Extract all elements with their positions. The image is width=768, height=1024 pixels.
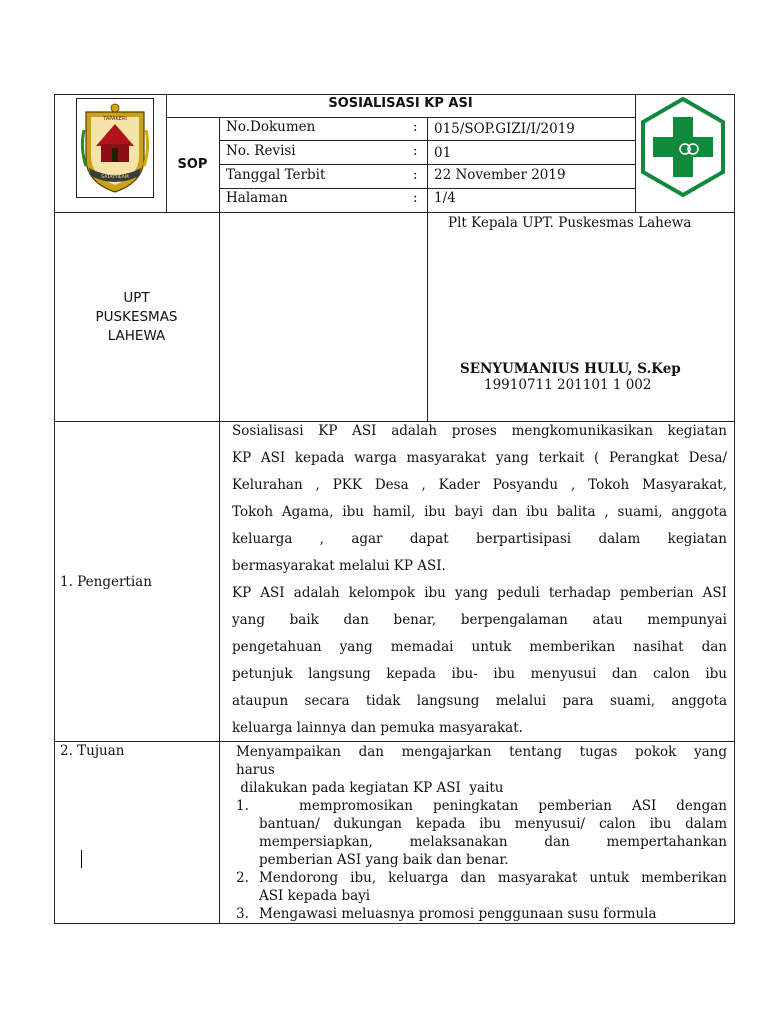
signatory-nip: 19910711 201101 1 002 xyxy=(484,377,652,393)
tujuan-list xyxy=(236,797,727,923)
pengertian-line: petunjuk langsung kepada ibu- ibu menyusui dan calon ibu xyxy=(232,666,727,682)
pengertian-line: ataupun secara tidak langsung melalui para suami, anggota xyxy=(232,693,727,709)
list-item-line: mempersiapkan, melaksanakan dan mempertahankan xyxy=(259,834,727,850)
pengertian-line: keluarga , agar dapat berpartisipasi dalam kegiatan xyxy=(232,531,727,547)
list-item-number: 2. xyxy=(236,870,249,886)
list-item xyxy=(236,797,727,869)
list-item-number: 1. xyxy=(236,798,249,814)
tujuan-intro-line: dilakukan pada kegiatan KP ASI yaitu xyxy=(236,780,504,796)
field-sep-no-revisi: : xyxy=(413,143,418,159)
field-label-no-dokumen: No.Dokumen xyxy=(226,119,316,135)
puskesmas-logo xyxy=(640,97,726,197)
pengertian-line: Tokoh Agama, ibu hamil, ibu bayi dan ibu balita , suami, anggota xyxy=(232,504,727,520)
pengertian-line: KP ASI kepada warga masyarakat yang terkait ( Perangkat Desa/ xyxy=(232,450,727,466)
field-sep-tanggal-terbit: : xyxy=(413,167,418,183)
value-column-divider xyxy=(427,117,428,422)
tujuan-intro-line: harus xyxy=(236,762,275,778)
org-name-line1: UPT xyxy=(123,290,150,306)
field-value-halaman: 1/4 xyxy=(434,190,456,206)
tujuan-intro-line: Menyampaikan dan mengajarkan tentang tugas pokok yang xyxy=(236,744,727,760)
pengertian-line: bermasyarakat melalui KP ASI. xyxy=(232,558,446,574)
list-item xyxy=(236,869,727,905)
svg-text:SATAYYIEAM: SATAYYIEAM xyxy=(101,175,129,180)
signing-authority: Plt Kepala UPT. Puskesmas Lahewa xyxy=(448,215,692,231)
list-item-line: Mendorong ibu, keluarga dan masyarakat untuk memberikan xyxy=(259,870,727,886)
regency-crest-logo xyxy=(76,98,154,198)
pengertian-line: yang baik dan benar, berpengalaman atau mempunyai xyxy=(232,612,727,628)
list-item-line: pemberian ASI yang baik dan benar. xyxy=(259,852,509,868)
section-label-pengertian: 1. Pengertian xyxy=(60,574,152,590)
list-item-line: Mengawasi meluasnya promosi penggunaan susu formula xyxy=(259,906,657,922)
svg-text:TAPAKERI: TAPAKERI xyxy=(103,116,127,122)
field-value-no-dokumen: 015/SOP.GIZI/I/2019 xyxy=(434,121,575,137)
sop-label: SOP xyxy=(177,157,208,172)
list-item-line: ASI kepada bayi xyxy=(259,888,371,904)
section-label-tujuan: 2. Tujuan xyxy=(60,743,125,759)
main-column-divider xyxy=(219,117,220,924)
pengertian-body xyxy=(232,418,727,742)
header-bottom-border xyxy=(54,212,735,213)
field-value-tanggal-terbit: 22 November 2019 xyxy=(434,167,566,183)
pengertian-line: Sosialisasi KP ASI adalah proses mengkomunikasikan kegiatan xyxy=(232,423,727,439)
field-value-no-revisi: 01 xyxy=(434,145,452,161)
field-label-halaman: Halaman xyxy=(226,190,288,206)
document-title: SOSIALISASI KP ASI xyxy=(328,96,473,111)
pengertian-line: pengetahuan yang memadai untuk memberikan nasihat dan xyxy=(232,639,727,655)
pengertian-line: keluarga lainnya dan pemuka masyarakat. xyxy=(232,720,523,736)
signatory-name: SENYUMANIUS HULU, S.Kep xyxy=(460,361,681,377)
field-sep-halaman: : xyxy=(413,190,418,206)
crest-icon xyxy=(76,98,154,198)
field-label-no-revisi: No. Revisi xyxy=(226,143,296,159)
field-sep-no-dokumen: : xyxy=(413,119,418,135)
table-border-bottom xyxy=(54,923,735,924)
list-item-number: 3. xyxy=(236,906,249,922)
puskesmas-cross-icon xyxy=(640,97,726,197)
table-border-right xyxy=(734,94,735,924)
title-row-divider xyxy=(166,117,635,118)
org-name-line2: PUSKESMAS xyxy=(95,309,178,325)
pengertian-line: KP ASI adalah kelompok ibu yang peduli terhadap pemberian ASI xyxy=(232,585,727,601)
right-logo-divider xyxy=(635,94,636,213)
org-name-line3: LAHEWA xyxy=(107,328,166,344)
list-item xyxy=(236,905,727,923)
tujuan-body xyxy=(236,743,727,797)
field-label-tanggal-terbit: Tanggal Terbit xyxy=(226,167,326,183)
table-border-left xyxy=(54,94,55,924)
text-cursor-mark xyxy=(81,850,82,868)
pengertian-line: Kelurahan , PKK Desa , Kader Posyandu , Tokoh Masyarakat, xyxy=(232,477,727,493)
list-item-line: mempromosikan peningkatan pemberian ASI dengan xyxy=(259,798,727,814)
table-border-top xyxy=(54,94,735,95)
list-item-line: bantuan/ dukungan kepada ibu menyusui/ calon ibu dalam xyxy=(259,816,727,832)
